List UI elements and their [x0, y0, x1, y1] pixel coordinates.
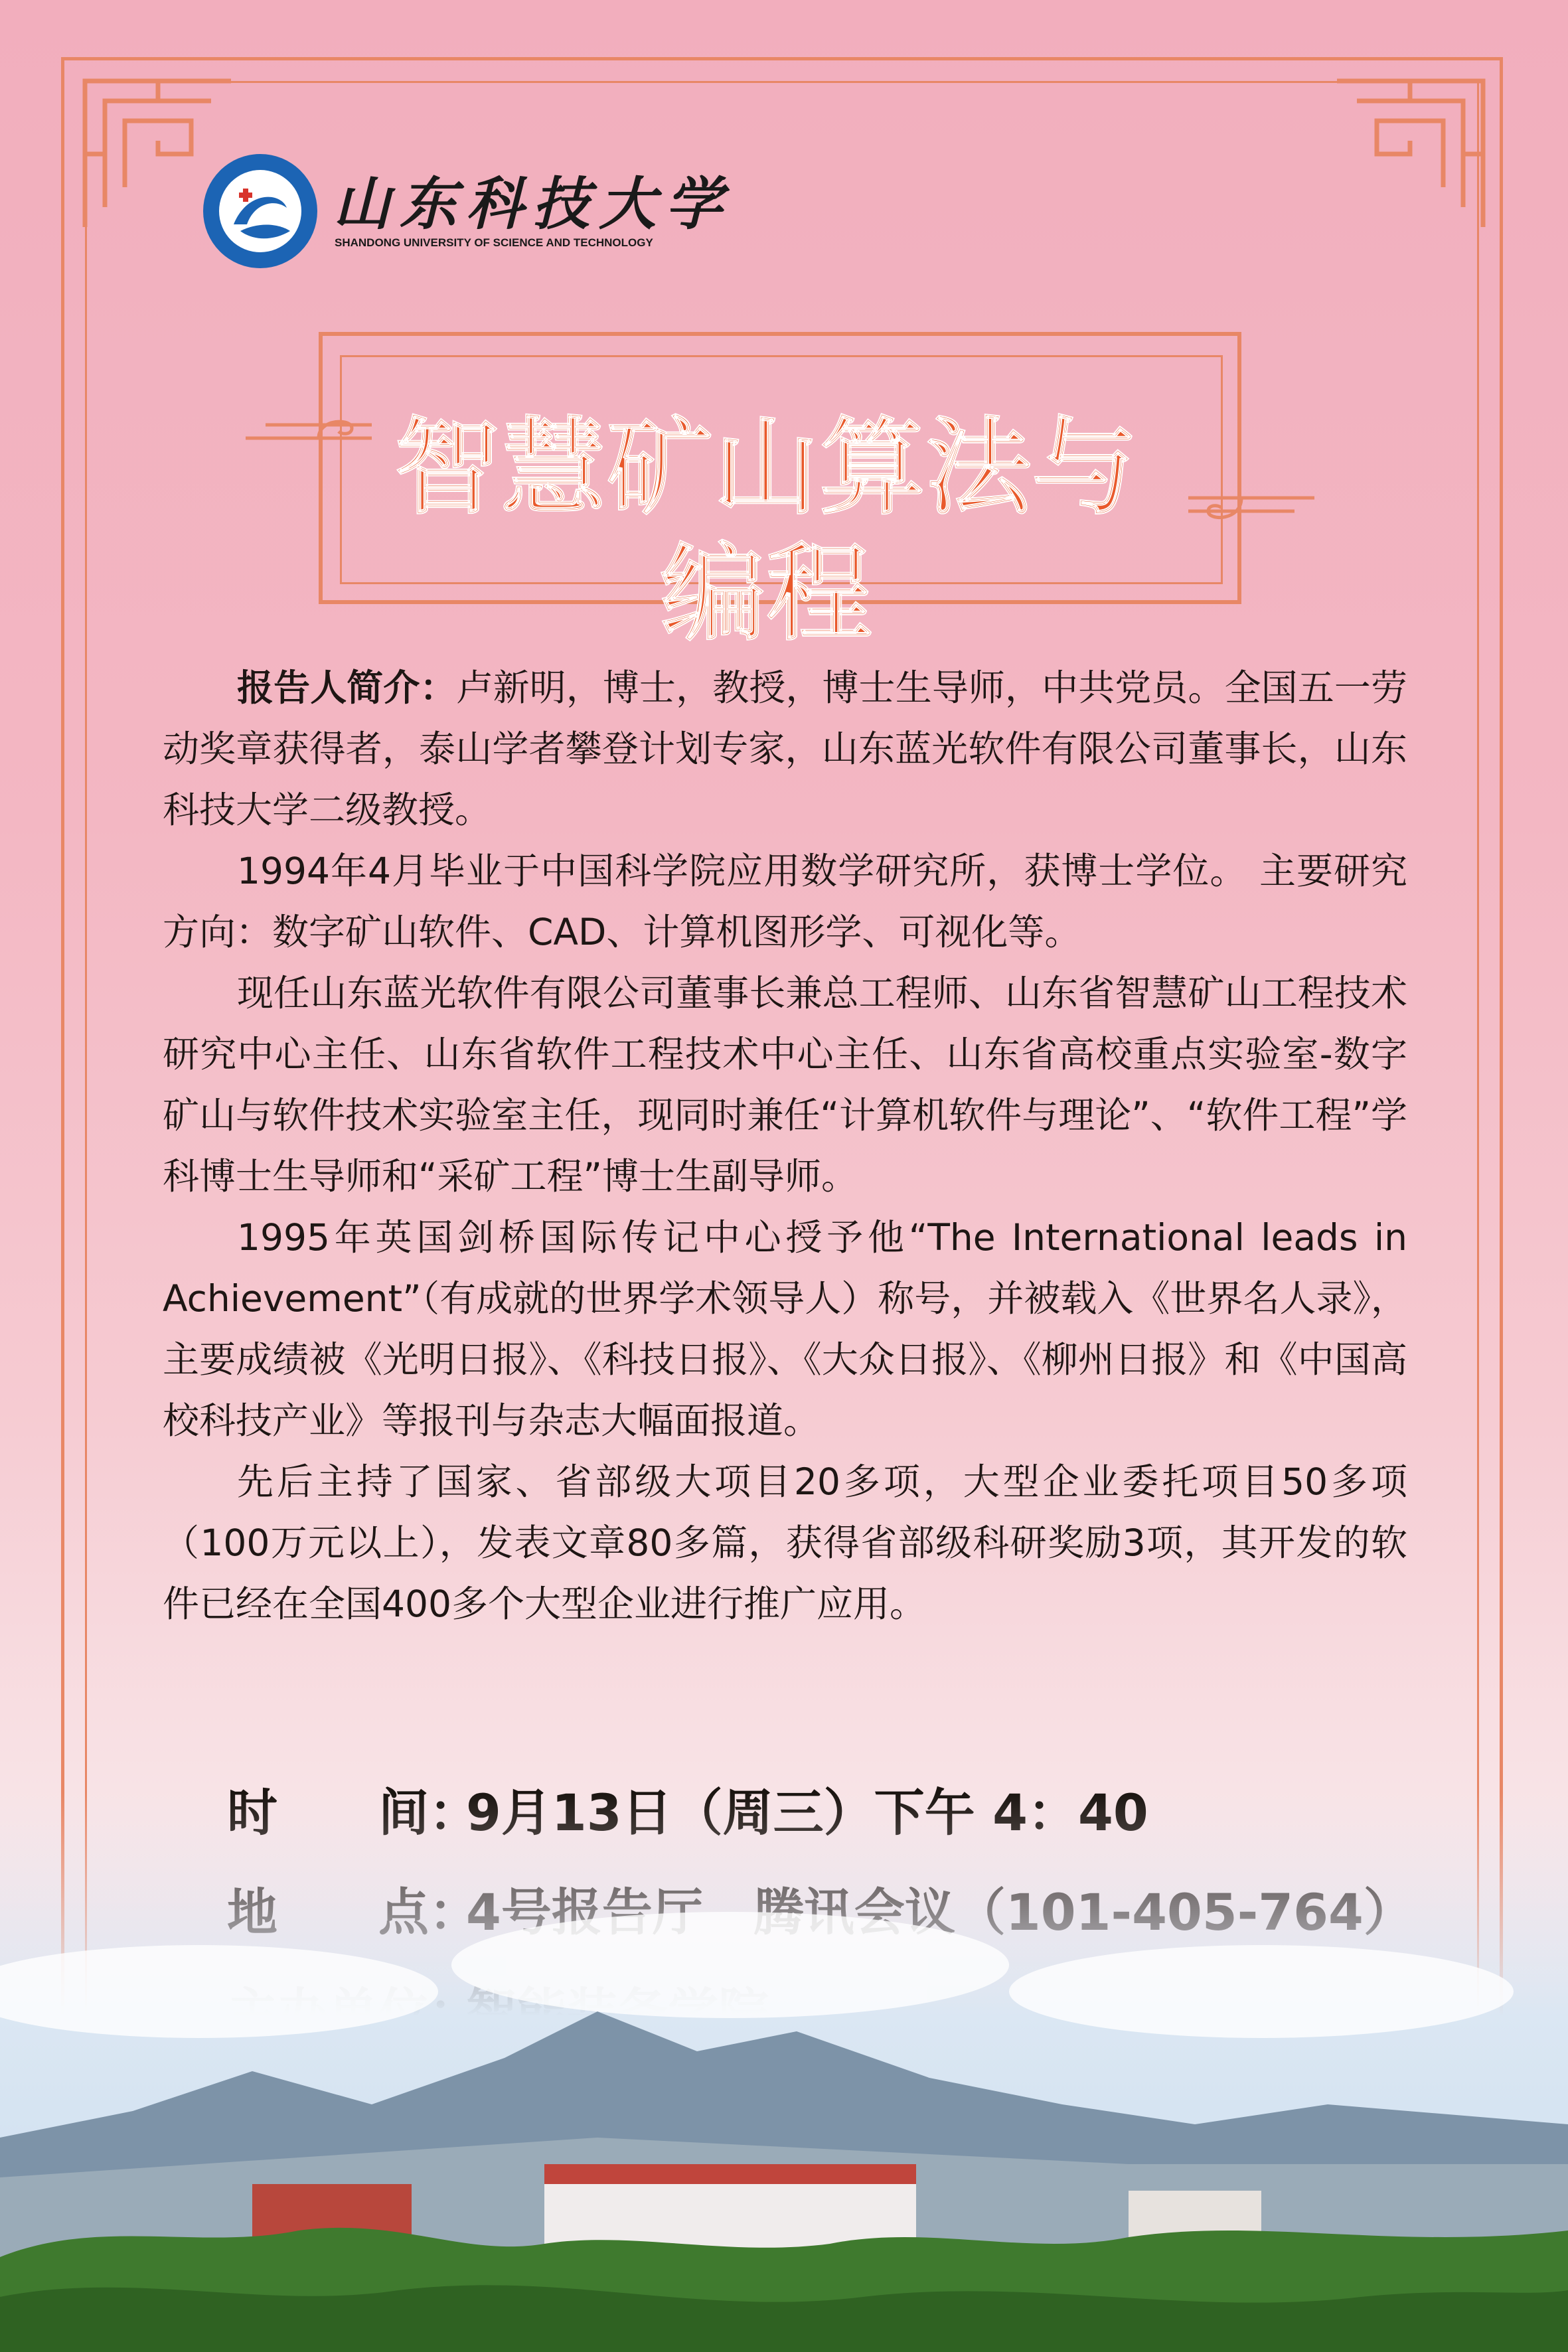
university-logo — [200, 151, 751, 271]
bio-paragraph-achievements: 先后主持了国家、省部级大项目20多项，大型企业委托项目50多项（100万元以上），发表文章80多篇，获得省部级科研奖励3项，其开发的软件已经在全国400多个大型企业进行推广应用。 — [163, 1460, 1407, 1625]
corner-fret-top-right — [1330, 74, 1490, 234]
university-name-cn: 山东科技大学 — [333, 171, 732, 238]
speaker-bio — [163, 657, 1407, 1634]
bio-paragraph-education: 1994年4月毕业于中国科学院应用数学研究所，获博士学位。 主要研究方向：数字矿山软件、CAD、计算机图形学、可视化等。 — [163, 850, 1407, 953]
bio-intro-text: 卢新明，博士，教授，博士生导师，中共党员。全国五一劳动奖章获得者，泰山学者攀登计划专家，山东蓝光软件有限公司董事长，山东科技大学二级教授。 — [163, 666, 1407, 831]
bio-paragraph-intro — [163, 657, 1407, 840]
bio-paragraph-honors: 1995年英国剑桥国际传记中心授予他“The International leads in Achievement”（有成就的世界学术领导人）称号，并被载入《世界名人录》，主要成绩被《光明日报》、《科技日报》、《大众日报》、《柳州日报》和《中国高校科技产业》等报刊与杂志大幅面报道。 — [163, 1216, 1407, 1442]
university-name-en: SHANDONG UNIVERSITY OF SCIENCE AND TECHNOLOGY — [335, 236, 653, 249]
lecture-title: 智慧矿山算法与编程 — [395, 407, 1138, 655]
campus-landscape-image — [0, 1792, 1568, 2352]
bio-paragraph-positions: 现任山东蓝光软件有限公司董事长兼总工程师、山东省智慧矿山工程技术研究中心主任、山东省软件工程技术中心主任、山东省高校重点实验室-数字矿山与软件技术实验室主任，现同时兼任“计算机软件与理论”、“软件工程”学科博士生导师和“采矿工程”博士生副导师。 — [163, 972, 1407, 1198]
sdust-emblem-icon — [200, 151, 320, 271]
cloud-ornament-right — [1175, 485, 1321, 538]
bio-intro-label: 报告人简介： — [237, 666, 457, 709]
